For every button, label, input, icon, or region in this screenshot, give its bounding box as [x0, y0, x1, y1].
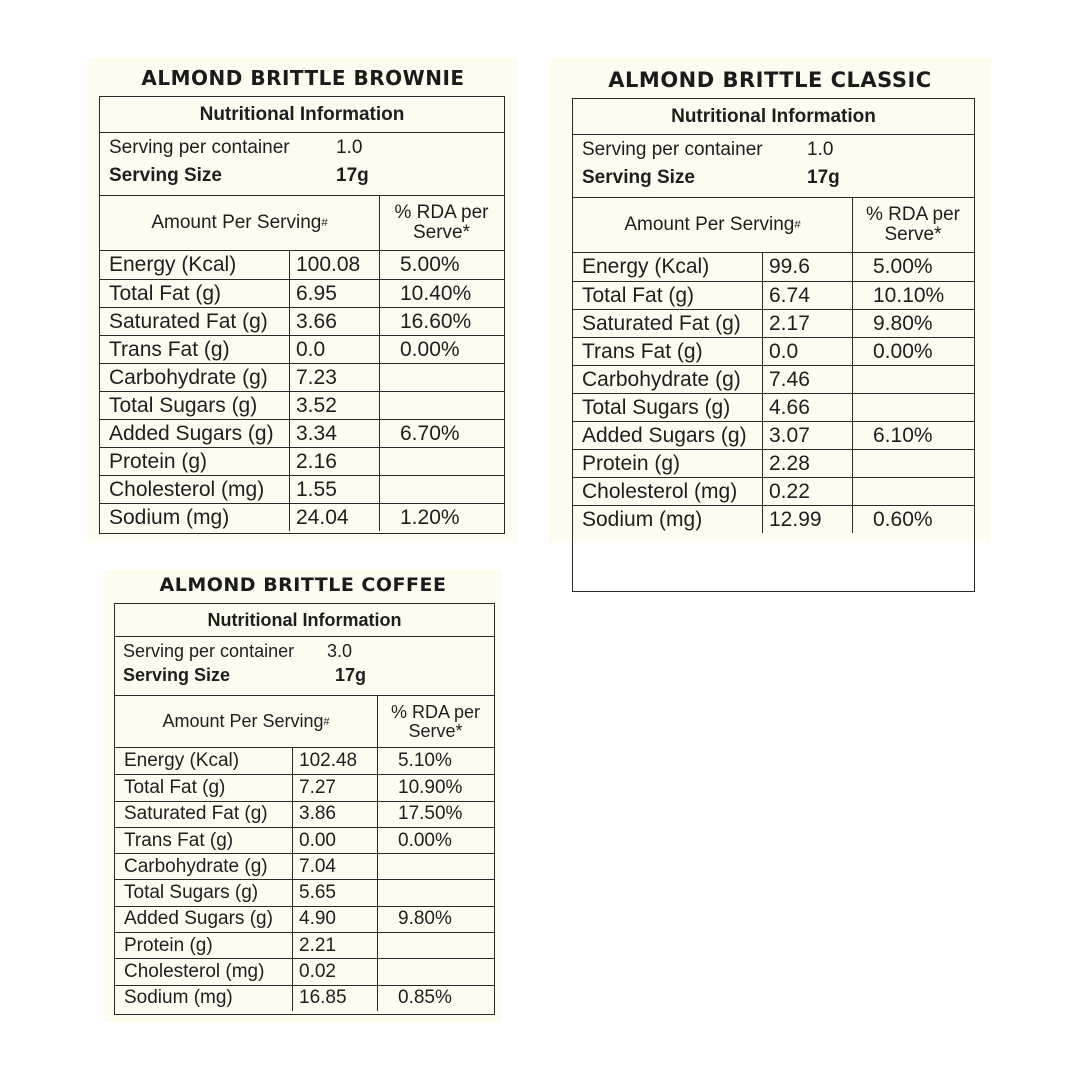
nutrition-table	[99, 96, 505, 534]
table-row	[573, 309, 974, 337]
table-row	[100, 307, 504, 335]
nutrient-rda: 17.50%	[398, 803, 463, 825]
table-row	[115, 932, 494, 958]
nutrient-name: Cholesterol (mg)	[115, 959, 293, 984]
nutrient-rda: 0.00%	[400, 337, 460, 361]
nutrient-amount: 4.90	[293, 907, 378, 932]
nutrient-rda: 1.20%	[400, 505, 460, 529]
table-row	[100, 503, 504, 531]
table-row	[100, 279, 504, 307]
panel-title: ALMOND BRITTLE BROWNIE	[141, 66, 465, 90]
table-row	[573, 337, 974, 365]
serving-per-container-value: 1.0	[336, 137, 363, 158]
column-header	[100, 196, 504, 251]
table-row	[115, 801, 494, 827]
nutrient-amount: 6.95	[290, 280, 380, 307]
nutrient-rda	[853, 478, 973, 505]
table-row	[100, 475, 504, 503]
nutrient-rda	[380, 364, 503, 391]
table-row	[100, 419, 504, 447]
nutrient-rda: 5.00%	[873, 255, 933, 278]
nutrient-amount: 7.04	[293, 854, 378, 879]
nutrient-name: Total Fat (g)	[115, 775, 293, 800]
nutrient-amount: 0.0	[763, 338, 853, 365]
nutrient-rda: 9.80%	[873, 311, 933, 335]
nutrient-amount: 1.55	[290, 476, 380, 503]
nutrient-rda	[378, 959, 493, 984]
amount-per-serving-header: Amount Per Serving #	[100, 196, 380, 250]
nutrient-name: Trans Fat (g)	[100, 336, 290, 363]
nutrient-name: Total Sugars (g)	[100, 392, 290, 419]
nutrient-name: Total Fat (g)	[100, 280, 290, 307]
table-row	[573, 421, 974, 449]
nutrient-amount: 3.86	[293, 802, 378, 827]
panel-classic	[549, 58, 991, 543]
nutrient-amount: 2.28	[763, 450, 853, 477]
nutrient-amount: 3.34	[290, 420, 380, 447]
nutrient-amount: 99.6	[763, 253, 853, 281]
table-row	[573, 365, 974, 393]
serving-per-container-label: Serving per container	[123, 641, 295, 661]
table-header: Nutritional Information	[100, 97, 504, 133]
table-row	[573, 477, 974, 505]
nutrient-name: Cholesterol (mg)	[573, 478, 763, 505]
panel-title: ALMOND BRITTLE CLASSIC	[608, 68, 932, 92]
serving-info	[115, 637, 494, 696]
nutrient-name: Added Sugars (g)	[100, 420, 290, 447]
table-header: Nutritional Information	[115, 604, 494, 637]
nutrient-amount: 0.22	[763, 478, 853, 505]
nutrient-rda	[378, 854, 493, 879]
nutrient-amount: 2.21	[293, 933, 378, 958]
serving-size-value: 17g	[335, 665, 367, 685]
nutrient-name: Total Fat (g)	[573, 282, 763, 309]
nutrient-name: Total Sugars (g)	[115, 880, 293, 905]
serving-info	[573, 135, 974, 198]
nutrient-name: Carbohydrate (g)	[115, 854, 293, 879]
nutrient-amount: 7.23	[290, 364, 380, 391]
table-row	[115, 958, 494, 984]
table-row	[115, 827, 494, 853]
nutrient-rda: 10.40%	[400, 281, 472, 305]
nutrition-table	[114, 603, 495, 1015]
nutrient-name: Protein (g)	[100, 448, 290, 475]
nutrient-name: Added Sugars (g)	[115, 907, 293, 932]
nutrient-name: Trans Fat (g)	[115, 828, 293, 853]
amount-per-serving-header: Amount Per Serving #	[115, 696, 378, 747]
nutrient-rda: 0.00%	[873, 339, 933, 363]
serving-per-container-label: Serving per container	[109, 137, 290, 158]
table-row	[573, 449, 974, 477]
rda-header: % RDA per Serve*	[394, 202, 489, 243]
nutrient-amount: 7.46	[763, 366, 853, 393]
nutrient-rda	[853, 394, 973, 421]
table-row	[573, 281, 974, 309]
nutrient-amount: 3.07	[763, 422, 853, 449]
nutrient-rda: 0.85%	[398, 987, 452, 1009]
nutrient-name: Carbohydrate (g)	[573, 366, 763, 393]
table-header: Nutritional Information	[573, 99, 974, 135]
nutrition-table	[572, 98, 975, 592]
table-row	[100, 363, 504, 391]
rda-header: % RDA per Serve*	[866, 204, 960, 245]
nutrient-amount: 0.0	[290, 336, 380, 363]
nutrient-rows	[115, 748, 494, 1011]
nutrient-rda: 10.10%	[873, 283, 945, 307]
nutrient-rda: 0.60%	[873, 507, 933, 531]
nutrient-rda: 5.10%	[398, 750, 452, 772]
nutrient-amount: 3.66	[290, 308, 380, 335]
table-row	[100, 391, 504, 419]
nutrient-name: Energy (Kcal)	[573, 253, 763, 281]
nutrient-name: Protein (g)	[115, 933, 293, 958]
nutrient-rda: 10.90%	[398, 776, 463, 798]
nutrient-amount: 5.65	[293, 880, 378, 905]
nutrient-amount: 102.48	[293, 748, 378, 774]
nutrient-name: Sodium (mg)	[100, 504, 290, 531]
table-row	[115, 774, 494, 800]
nutrient-rda: 16.60%	[400, 309, 472, 333]
nutrient-amount: 3.52	[290, 392, 380, 419]
nutrient-amount: 0.02	[293, 959, 378, 984]
serving-size-label: Serving Size	[109, 165, 222, 186]
nutrient-name: Energy (Kcal)	[115, 748, 293, 774]
column-header	[115, 696, 494, 748]
table-row	[100, 335, 504, 363]
serving-size-label: Serving Size	[123, 665, 231, 685]
nutrient-rda: 6.10%	[873, 423, 933, 447]
nutrient-amount: 0.00	[293, 828, 378, 853]
serving-size-value: 17g	[807, 167, 840, 188]
nutrient-name: Sodium (mg)	[115, 986, 293, 1011]
table-row	[573, 253, 974, 281]
nutrient-rda	[378, 880, 493, 905]
nutrient-name: Sodium (mg)	[573, 506, 763, 533]
nutrient-name: Protein (g)	[573, 450, 763, 477]
column-header	[573, 198, 974, 253]
nutrient-amount: 4.66	[763, 394, 853, 421]
nutrient-amount: 7.27	[293, 775, 378, 800]
nutrient-name: Added Sugars (g)	[573, 422, 763, 449]
table-row	[115, 748, 494, 774]
serving-size-label: Serving Size	[582, 167, 695, 188]
nutrient-name: Saturated Fat (g)	[100, 308, 290, 335]
table-row	[573, 505, 974, 533]
nutrient-rda: 9.80%	[398, 908, 452, 930]
table-row	[115, 906, 494, 932]
nutrient-rda	[380, 392, 503, 419]
nutrient-amount: 12.99	[763, 506, 853, 533]
nutrient-rda	[853, 450, 973, 477]
serving-size-value: 17g	[336, 165, 369, 186]
nutrient-amount: 2.17	[763, 310, 853, 337]
serving-per-container-value: 1.0	[807, 139, 834, 160]
nutrient-rda	[380, 448, 503, 475]
nutrient-name: Trans Fat (g)	[573, 338, 763, 365]
table-row	[115, 853, 494, 879]
nutrient-amount: 6.74	[763, 282, 853, 309]
nutrient-name: Cholesterol (mg)	[100, 476, 290, 503]
table-row	[100, 251, 504, 279]
nutrient-rda: 5.00%	[400, 253, 460, 276]
serving-per-container-value: 3.0	[327, 641, 353, 661]
nutrient-rda	[378, 933, 493, 958]
nutrient-name: Carbohydrate (g)	[100, 364, 290, 391]
nutrient-amount: 100.08	[290, 251, 380, 279]
table-row	[573, 393, 974, 421]
nutrient-name: Saturated Fat (g)	[573, 310, 763, 337]
serving-per-container-label: Serving per container	[582, 139, 763, 160]
nutrient-rda	[853, 366, 973, 393]
table-row	[100, 447, 504, 475]
nutrient-rows	[100, 251, 504, 531]
panel-brownie	[88, 58, 518, 543]
table-row	[115, 985, 494, 1011]
nutrient-rda	[380, 476, 503, 503]
table-row	[115, 879, 494, 905]
nutrient-rda: 0.00%	[398, 829, 452, 851]
serving-info	[100, 133, 504, 196]
nutrient-rda: 6.70%	[400, 421, 460, 445]
nutrient-name: Total Sugars (g)	[573, 394, 763, 421]
nutrient-amount: 2.16	[290, 448, 380, 475]
panel-coffee	[104, 570, 502, 1022]
nutrient-name: Energy (Kcal)	[100, 251, 290, 279]
panel-title: ALMOND BRITTLE COFFEE	[159, 574, 447, 596]
nutrient-name: Saturated Fat (g)	[115, 802, 293, 827]
rda-header: % RDA per Serve*	[390, 701, 481, 741]
nutrient-rows	[573, 253, 974, 533]
nutrient-amount: 24.04	[290, 504, 380, 531]
nutrient-amount: 16.85	[293, 986, 378, 1011]
amount-per-serving-header: Amount Per Serving #	[573, 198, 853, 252]
